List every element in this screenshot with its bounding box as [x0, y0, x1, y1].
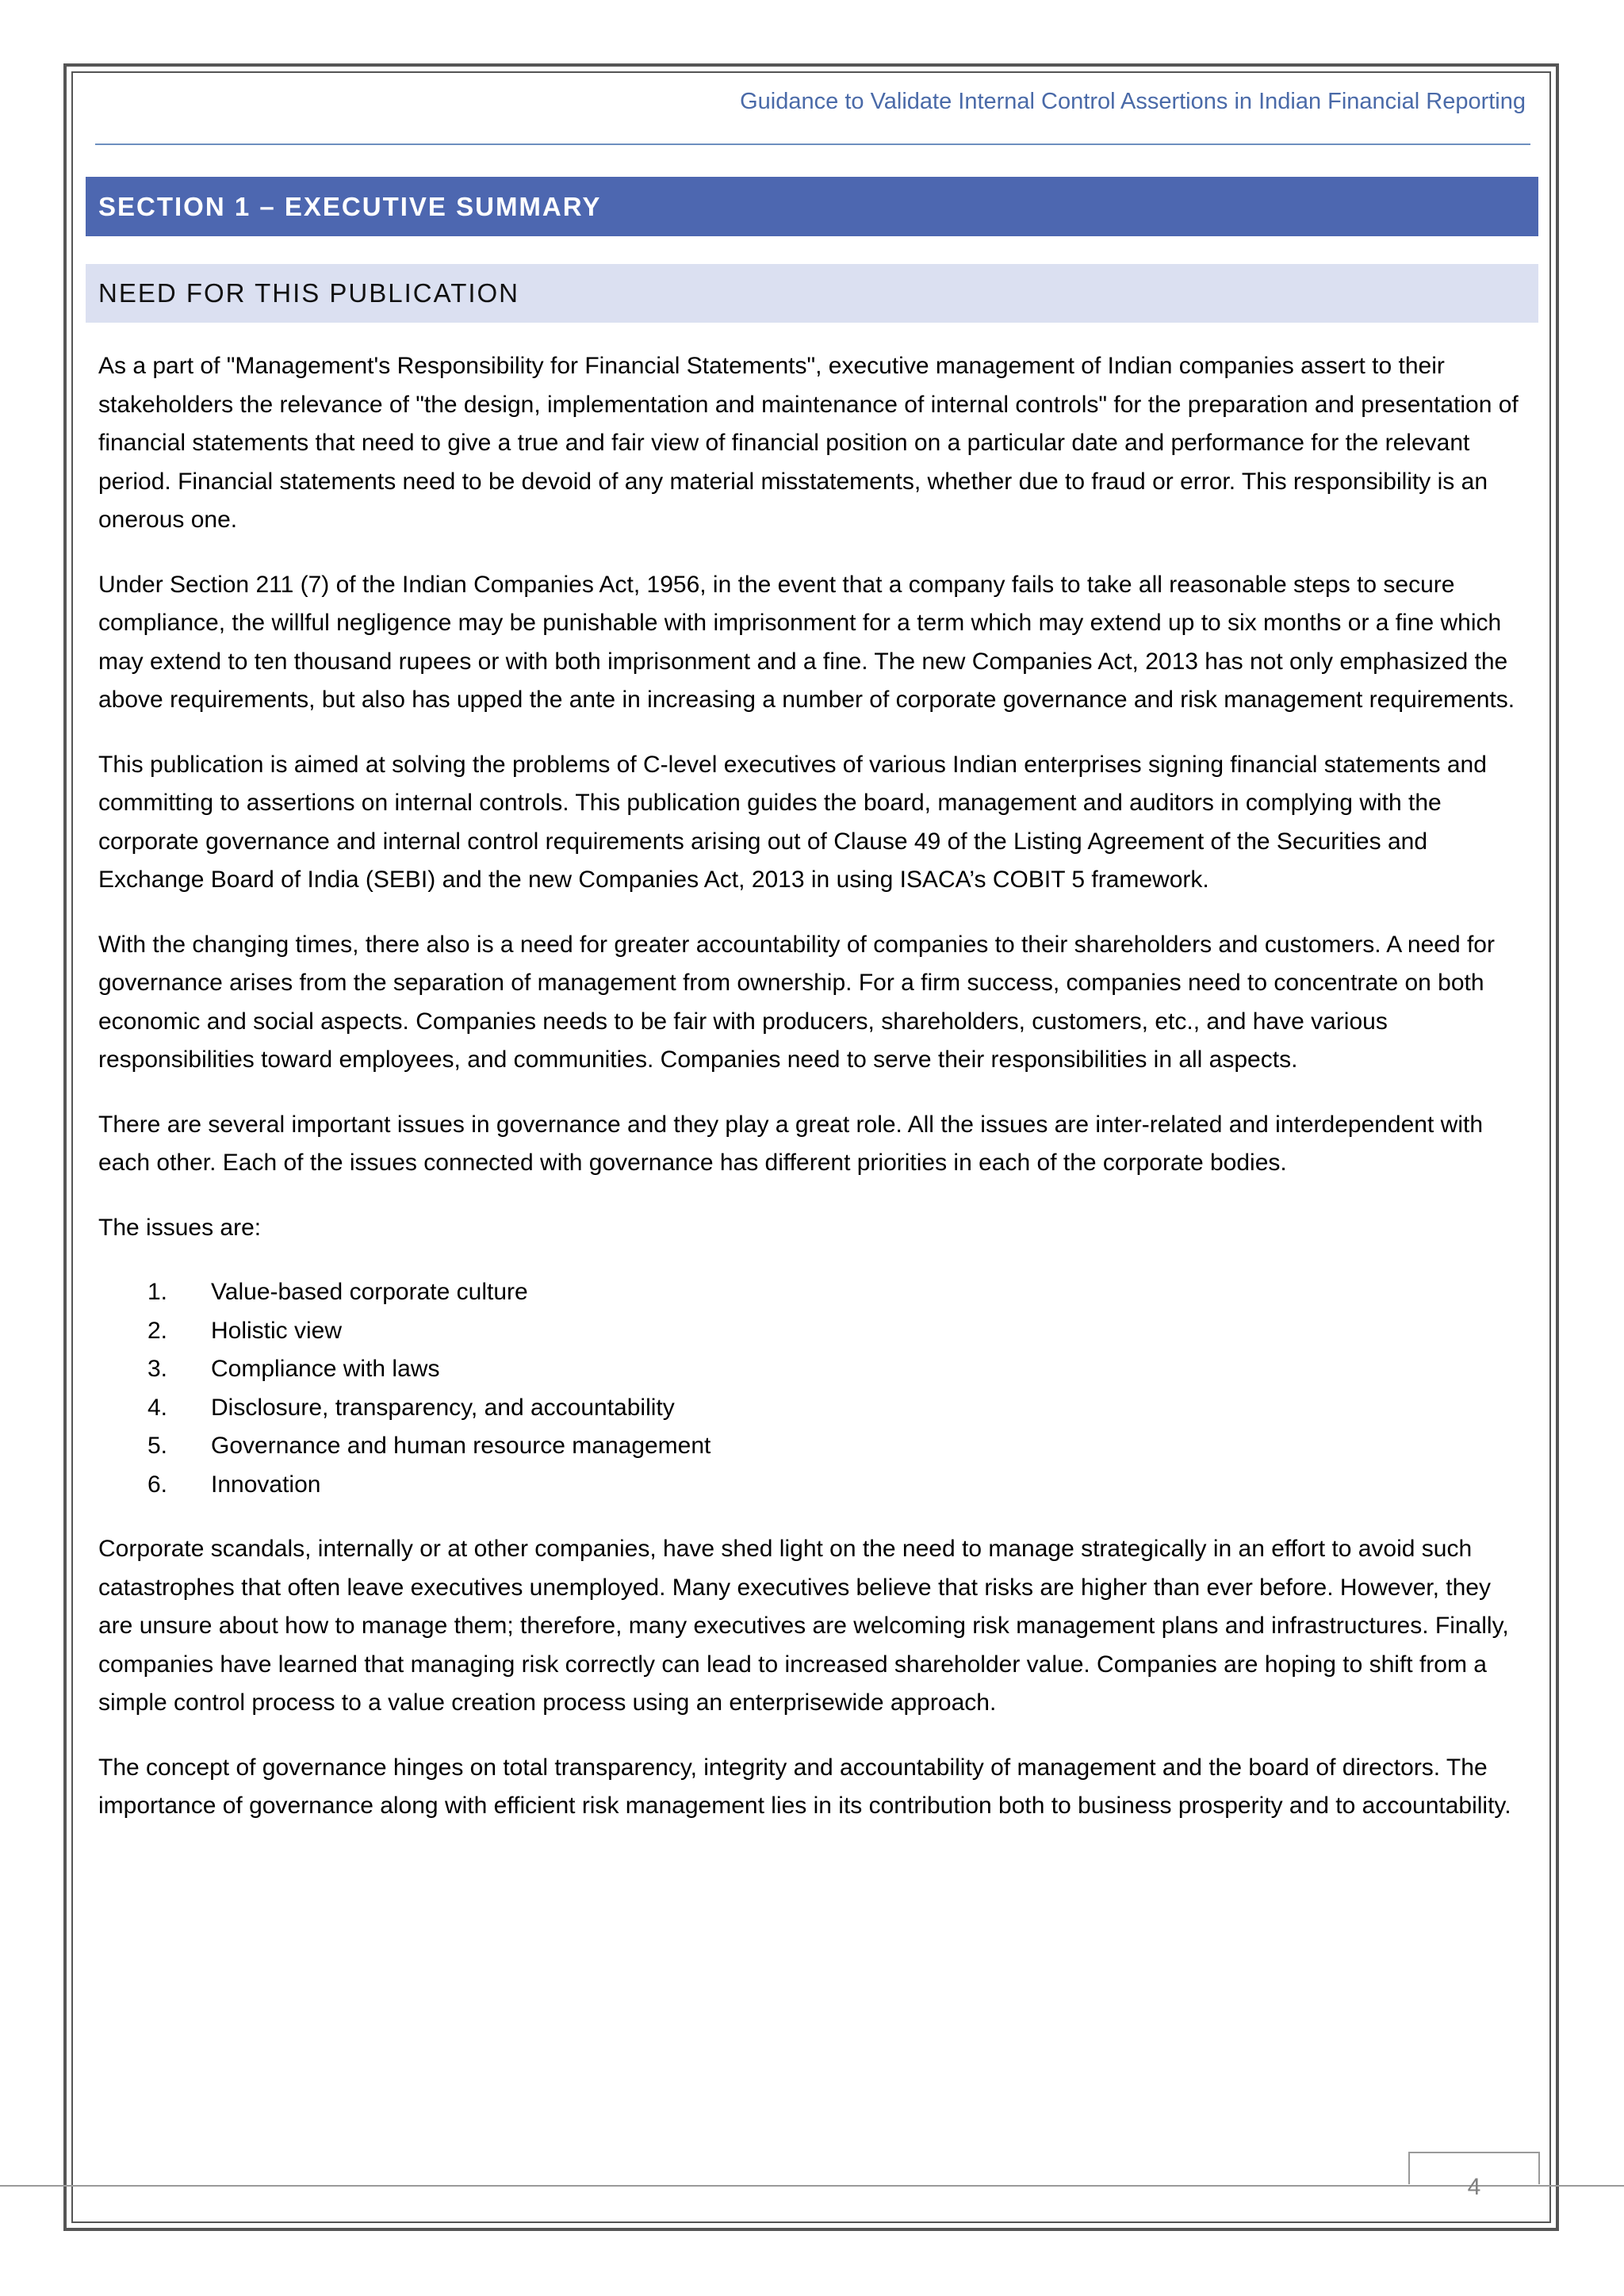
- list-item-text: Holistic view: [211, 1317, 343, 1344]
- list-item: [98, 1466, 1526, 1505]
- list-item: [98, 1427, 1526, 1466]
- list-item-number: 1.: [147, 1279, 168, 1305]
- page-number: 4: [1467, 2174, 1481, 2200]
- list-item-text: Innovation: [211, 1471, 321, 1498]
- header-rule: [95, 144, 1530, 145]
- list-item-text: Value-based corporate culture: [211, 1279, 528, 1305]
- issues-list: [98, 1273, 1526, 1504]
- list-item: [98, 1389, 1526, 1428]
- paragraph: Corporate scandals, internally or at other companies, have shed light on the need to manage strategically in an effort to avoid such catastrophes that often leave executives unemployed. Many executives believe that risks are higher than ever before. However, they are unsure about how to manage them; therefore, many executives are welcoming risk management plans and infrastructures. Finally, companies have learned that managing risk correctly can lead to increased shareholder value. Companies are hoping to shift from a simple control process to a value creation process using an enterprisewide approach.: [98, 1536, 1509, 1716]
- paragraph: This publication is aimed at solving the problems of C-level executives of various Indian enterprises signing financial statements and committing to assertions on internal controls. This publication guides the board, management and auditors in complying with the corporate governance and internal control requirements arising out of Clause 49 of the Listing Agreement of the Securities and Exchange Board of India (SEBI) and the new Companies Act, 2013 in using ISACA’s COBIT 5 framework.: [98, 751, 1487, 893]
- list-item: [98, 1350, 1526, 1389]
- footer-rule: [0, 2185, 1624, 2187]
- running-header: Guidance to Validate Internal Control Assertions in Indian Financial Reporting: [740, 89, 1526, 114]
- paragraph: As a part of "Management's Responsibility for Financial Statements", executive management of Indian companies assert to their stakeholders the relevance of "the design, implementation and maintenance of internal controls" for the preparation and presentation of financial statements that need to give a true and fair view of financial position on a particular date and performance for the relevant period. Financial statements need to be devoid of any material misstatements, whether due to fraud or error. This responsibility is an onerous one.: [98, 353, 1519, 533]
- subsection-heading: NEED FOR THIS PUBLICATION: [86, 264, 1538, 323]
- list-item-number: 4.: [147, 1394, 168, 1421]
- list-item-number: 2.: [147, 1317, 168, 1344]
- paragraph: The issues are:: [98, 1214, 262, 1241]
- list-item-number: 6.: [147, 1471, 168, 1498]
- list-item-number: 3.: [147, 1356, 168, 1382]
- body-content: [98, 347, 1526, 1852]
- paragraph: Under Section 211 (7) of the Indian Companies Act, 1956, in the event that a company fails to take all reasonable steps to secure compliance, the willful negligence may be punishable with imprisonment for a term which may extend up to six months or a fine which may extend to ten thousand rupees or with both imprisonment and a fine. The new Companies Act, 2013 has not only emphasized the above requirements, but also has upped the ante in increasing a number of corporate governance and risk management requirements.: [98, 571, 1515, 713]
- paragraph: With the changing times, there also is a need for greater accountability of companies to their shareholders and customers. A need for governance arises from the separation of management from ownership. For a firm success, companies need to concentrate on both economic and social aspects. Companies needs to be fair with producers, shareholders, customers, etc., and have various responsibilities toward employees, and communities. Companies need to serve their responsibilities in all aspects.: [98, 931, 1495, 1073]
- list-item: [98, 1273, 1526, 1312]
- list-item-text: Compliance with laws: [211, 1356, 440, 1382]
- section-heading: SECTION 1 – EXECUTIVE SUMMARY: [86, 177, 1538, 236]
- list-item: [98, 1312, 1526, 1351]
- list-item-number: 5.: [147, 1433, 168, 1459]
- list-item-text: Governance and human resource management: [211, 1433, 711, 1459]
- paragraph: The concept of governance hinges on total transparency, integrity and accountability of management and the board of directors. The importance of governance along with efficient risk management lies in its contribution both to business prosperity and to accountability.: [98, 1754, 1511, 1819]
- list-item-text: Disclosure, transparency, and accountability: [211, 1394, 675, 1421]
- paragraph: There are several important issues in governance and they play a great role. All the issues are inter-related and interdependent with each other. Each of the issues connected with governance has different priorities in each of the corporate bodies.: [98, 1111, 1484, 1176]
